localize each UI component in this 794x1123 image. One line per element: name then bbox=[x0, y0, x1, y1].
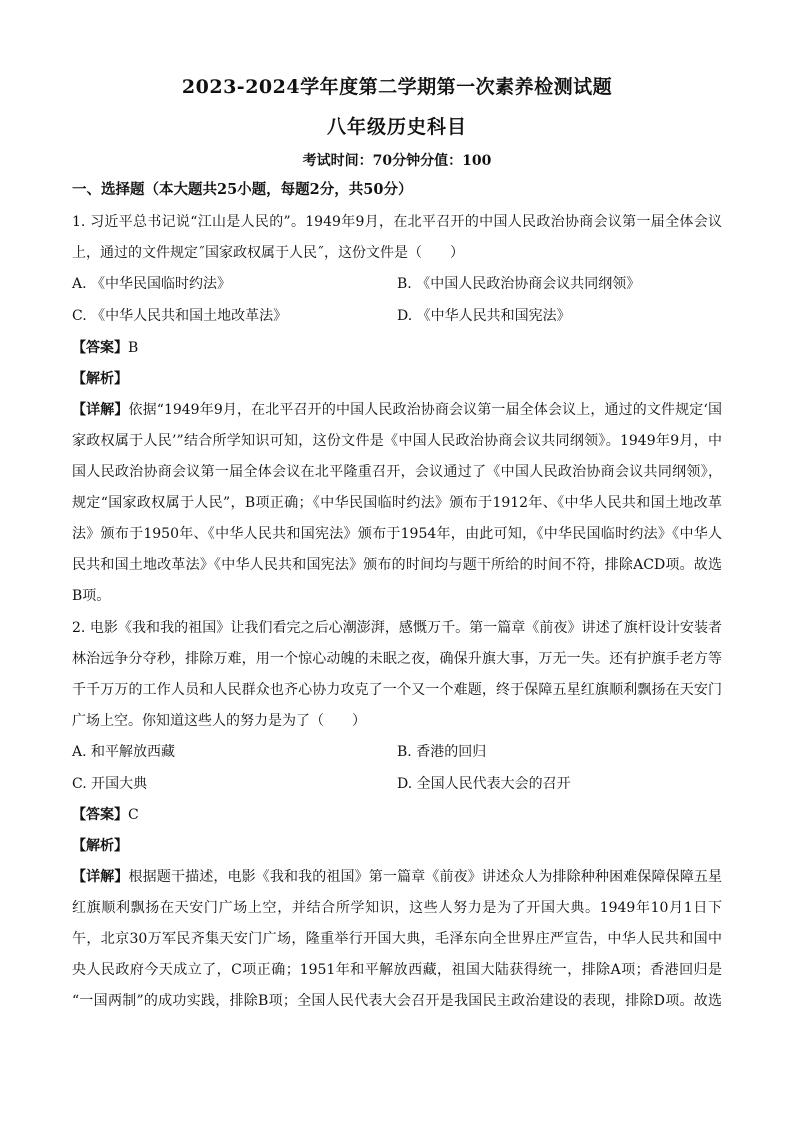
answer-value: C bbox=[128, 807, 139, 823]
q1-analysis-tag bbox=[72, 369, 128, 389]
q1-stem-line: 1. 习近平总书记说“江山是人民的”。1949年9月，在北平召开的中国人民政治协商会议第一届全体会议 bbox=[72, 214, 722, 230]
detail-tag: 【详解】 bbox=[72, 402, 129, 418]
q2-stem-line: 广场上空。你知道这些人的努力是为了（ ） bbox=[72, 713, 366, 729]
q2-detail-line: 央人民政府今天成立了，C项正确；1951年和平解放西藏，祖国大陆获得统一，排除A项；香港回归是 bbox=[72, 962, 722, 978]
q2-stem-line: 2. 电影《我和我的祖国》让我们看完之后心潮澎湃，感慨万千。第一篇章《前夜》讲述了旗杆设计安装者 bbox=[72, 620, 722, 636]
q2-option-c: C. 开国大典 bbox=[72, 776, 148, 792]
exam-subject: 八年级历史科目 bbox=[326, 116, 467, 138]
detail-text: 依据“1949年9月，在北平召开的中国人民政治协商会议第一届全体会议上，通过的文件规定‘国 bbox=[128, 402, 722, 418]
q1-detail-line: 民共和国土地改革法》《中华人民共和国宪法》颁布的时间均与题干所给的时间不符，排除ACD项。故选 bbox=[72, 557, 722, 573]
q1-option-c: C. 《中华人民共和国土地改革法》 bbox=[72, 308, 288, 324]
q1-option-b: B. 《中国人民政治协商会议共同纲领》 bbox=[397, 276, 641, 292]
q1-detail-line: B项。 bbox=[72, 588, 111, 604]
q1-answer bbox=[72, 338, 138, 358]
answer-value: B bbox=[128, 340, 139, 356]
q2-detail-line bbox=[72, 867, 722, 887]
q1-detail-line: 规定“国家政权属于人民”，B项正确；《中华民国临时约法》颁布于1912年、《中华人民共和国土地改革 bbox=[72, 495, 722, 511]
q1-detail-line: 法》颁布于1950年、《中华人民共和国宪法》颁布于1954年，由此可知，《中华民国临时约法》《中华人 bbox=[72, 526, 722, 542]
detail-text: 根据题干描述，电影《我和我的祖国》第一篇章《前夜》讲述众人为排除种种困难保障保障五星 bbox=[128, 869, 723, 885]
q1-detail-line: 国人民政治协商会议第一届全体会议在北平隆重召开，会议通过了《中国人民政治协商会议共同纲领》， bbox=[72, 464, 722, 480]
q2-stem-line: 林治远争分夺秒，排除万难，用一个惊心动魄的未眠之夜，确保升旗大事，万无一失。还有护旗手老方等 bbox=[72, 651, 722, 667]
analysis-tag: 【解析】 bbox=[72, 838, 128, 854]
exam-title: 2023-2024学年度第二学期第一次素养检测试题 bbox=[181, 76, 613, 98]
q2-option-b: B. 香港的回归 bbox=[397, 744, 487, 760]
q2-detail-line: “一国两制”的成功实践，排除B项；全国人民代表大会召开是我国民主政治建设的表现，排除D项。故选 bbox=[72, 993, 722, 1009]
q1-stem-line: 上，通过的文件规定˝国家政权属于人民˝，这份文件是（ ） bbox=[72, 245, 464, 261]
analysis-tag: 【解析】 bbox=[72, 371, 128, 387]
detail-tag: 【详解】 bbox=[72, 869, 129, 885]
q2-detail-line: 红旗顺利飘扬在天安门广场上空，并结合所学知识，这些人努力是为了开国大典。1949年10月1日下 bbox=[72, 900, 722, 916]
q2-analysis-tag bbox=[72, 836, 128, 856]
q1-option-d: D. 《中华人民共和国宪法》 bbox=[397, 308, 571, 324]
q1-detail-line bbox=[72, 400, 722, 420]
q2-detail-line: 午，北京30万军民齐集天安门广场，隆重举行开国大典，毛泽东向全世界庄严宣告，中华人民共和国中 bbox=[72, 931, 722, 947]
exam-info: 考试时间：70分钟分值：100 bbox=[302, 153, 492, 169]
q2-answer bbox=[72, 805, 139, 825]
q2-option-d: D. 全国人民代表大会的召开 bbox=[397, 776, 571, 792]
q1-option-a: A. 《中华民国临时约法》 bbox=[72, 276, 232, 292]
answer-tag: 【答案】 bbox=[72, 340, 128, 356]
q2-option-a: A. 和平解放西藏 bbox=[72, 744, 176, 760]
q2-stem-line: 千千万万的工作人员和人民群众也齐心协力攻克了一个又一个难题，终于保障五星红旗顺利飘扬在天安门 bbox=[72, 682, 722, 698]
q1-detail-line: 家政权属于人民’”结合所学知识可知，这份文件是《中国人民政治协商会议共同纲领》。1949年9月，中 bbox=[72, 433, 722, 449]
answer-tag: 【答案】 bbox=[72, 807, 128, 823]
section-heading: 一、选择题（本大题共25小题，每题2分，共50分） bbox=[72, 181, 413, 198]
